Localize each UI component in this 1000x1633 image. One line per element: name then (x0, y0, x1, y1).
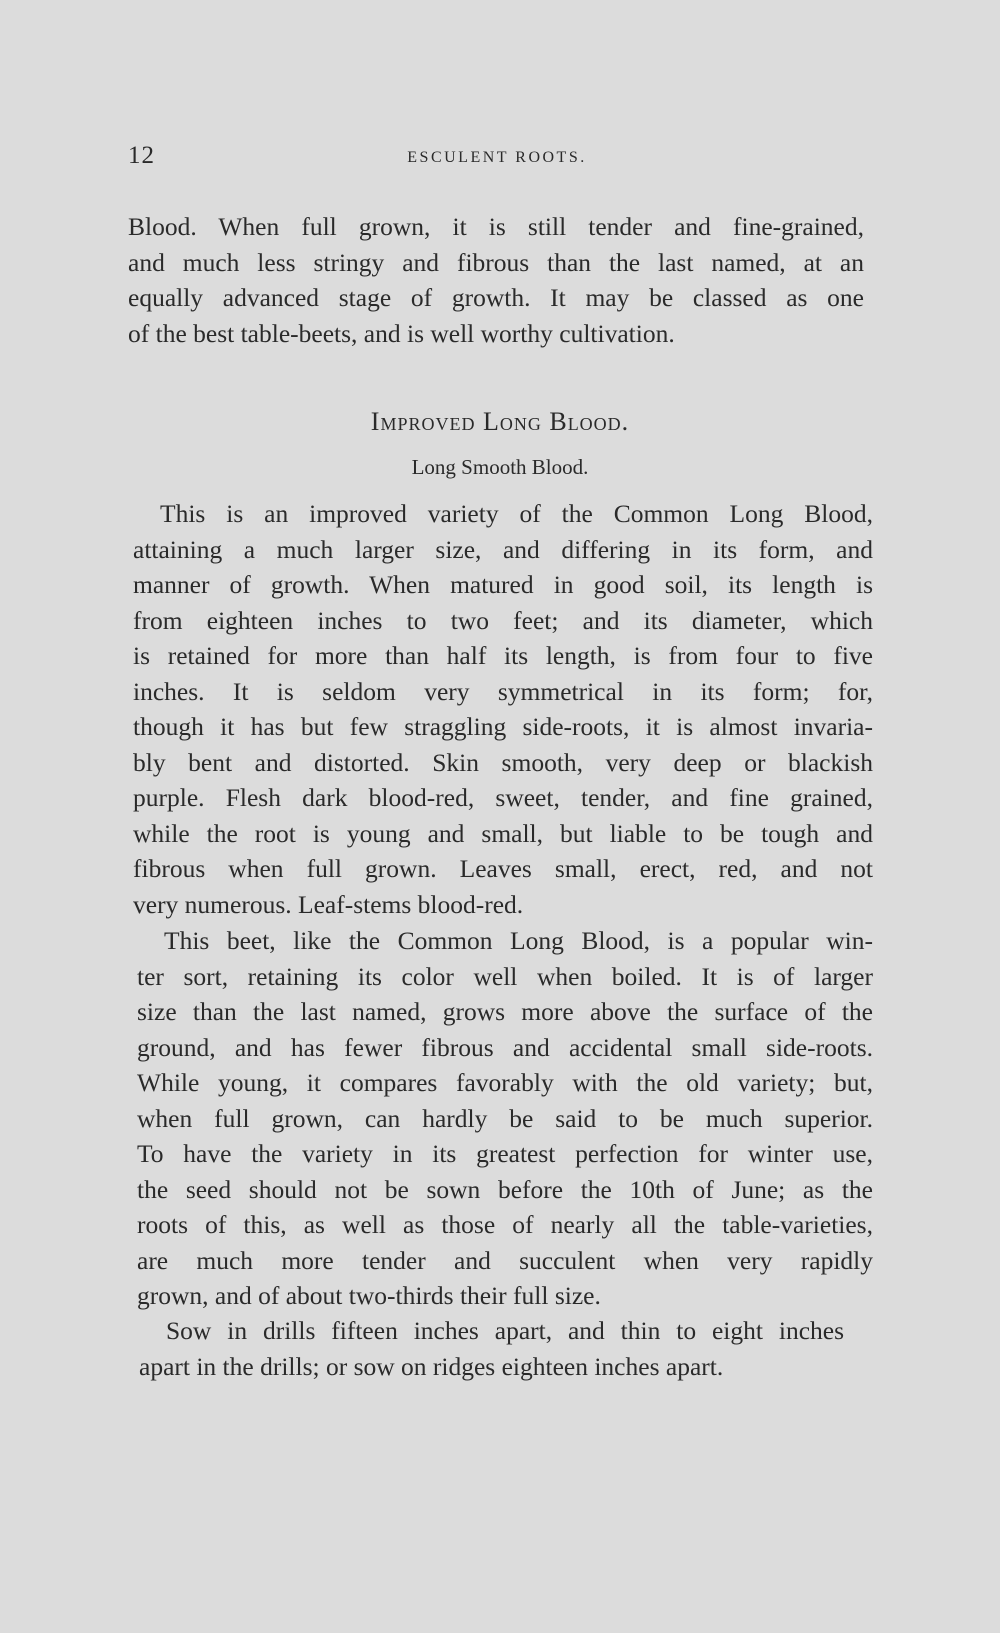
running-title: ESCULENT ROOTS. (407, 149, 587, 166)
text-line: and much less stringy and fibrous than the last named, at an (128, 247, 864, 277)
paragraph-sowing (139, 1313, 844, 1384)
text-line: To have the variety in its greatest perfection for winter use, (137, 1139, 873, 1168)
running-head (128, 142, 866, 176)
text-line: roots of this, as well as those of nearly all the table-varieties, (137, 1210, 873, 1239)
text-line: is retained for more than half its length, is from four to five (133, 641, 873, 670)
text-line: This beet, like the Common Long Blood, is a popular win- (164, 926, 873, 955)
text-line: grown, and of about two-thirds their full size. (137, 1281, 601, 1310)
text-line: fibrous when full grown. Leaves small, erect, red, and not (133, 854, 873, 883)
section-title: Improved Long Blood. (370, 407, 630, 436)
text-line: attaining a much larger size, and differing in its form, and (133, 534, 873, 564)
text-line: This is an improved variety of the Common Long Blood, (160, 499, 873, 528)
text-line: very numerous. Leaf-stems blood-red. (133, 889, 524, 919)
text-line: though it has but few straggling side-roots, it is almost invaria- (133, 712, 873, 741)
text-line: purple. Flesh dark blood-red, sweet, tender, and fine grained, (133, 783, 873, 812)
text-line: size than the last named, grows more above the surface of the (137, 997, 873, 1026)
text-line: ter sort, retaining its color well when boiled. It is of larger (137, 961, 873, 991)
paragraph-continuation (128, 209, 864, 351)
text-line: apart in the drills; or sow on ridges eighteen inches apart. (139, 1351, 724, 1381)
text-line: manner of growth. When matured in good soil, its length is (133, 570, 873, 599)
text-line: when full grown, can hardly be said to be much superior. (137, 1103, 873, 1133)
text-line: the seed should not be sown before the 10th of June; as the (137, 1174, 873, 1204)
text-line: ground, and has fewer fibrous and accidental small side-roots. (137, 1032, 873, 1062)
paragraph-usage (137, 923, 873, 1314)
text-line: Blood. When full grown, it is still tender and fine-grained, (128, 212, 864, 241)
text-line: from eighteen inches to two feet; and its diameter, which (133, 605, 873, 635)
text-line: of the best table-beets, and is well worthy cultivation. (128, 318, 675, 348)
text-line: While young, it compares favorably with the old variety; but, (137, 1068, 873, 1097)
text-line: while the root is young and small, but liable to be tough and (133, 818, 873, 848)
text-line: Sow in drills fifteen inches apart, and thin to eight inches (166, 1316, 844, 1345)
text-line: are much more tender and succulent when very rapidly (137, 1245, 873, 1275)
text-line: bly bent and distorted. Skin smooth, very deep or blackish (133, 747, 873, 777)
page-number: 12 (128, 142, 155, 169)
text-line: equally advanced stage of growth. It may be classed as one (128, 283, 864, 312)
section-synonym: Long Smooth Blood. (411, 455, 589, 479)
text-line: inches. It is seldom very symmetrical in its form; for, (133, 676, 873, 706)
paragraph-description (133, 496, 873, 922)
